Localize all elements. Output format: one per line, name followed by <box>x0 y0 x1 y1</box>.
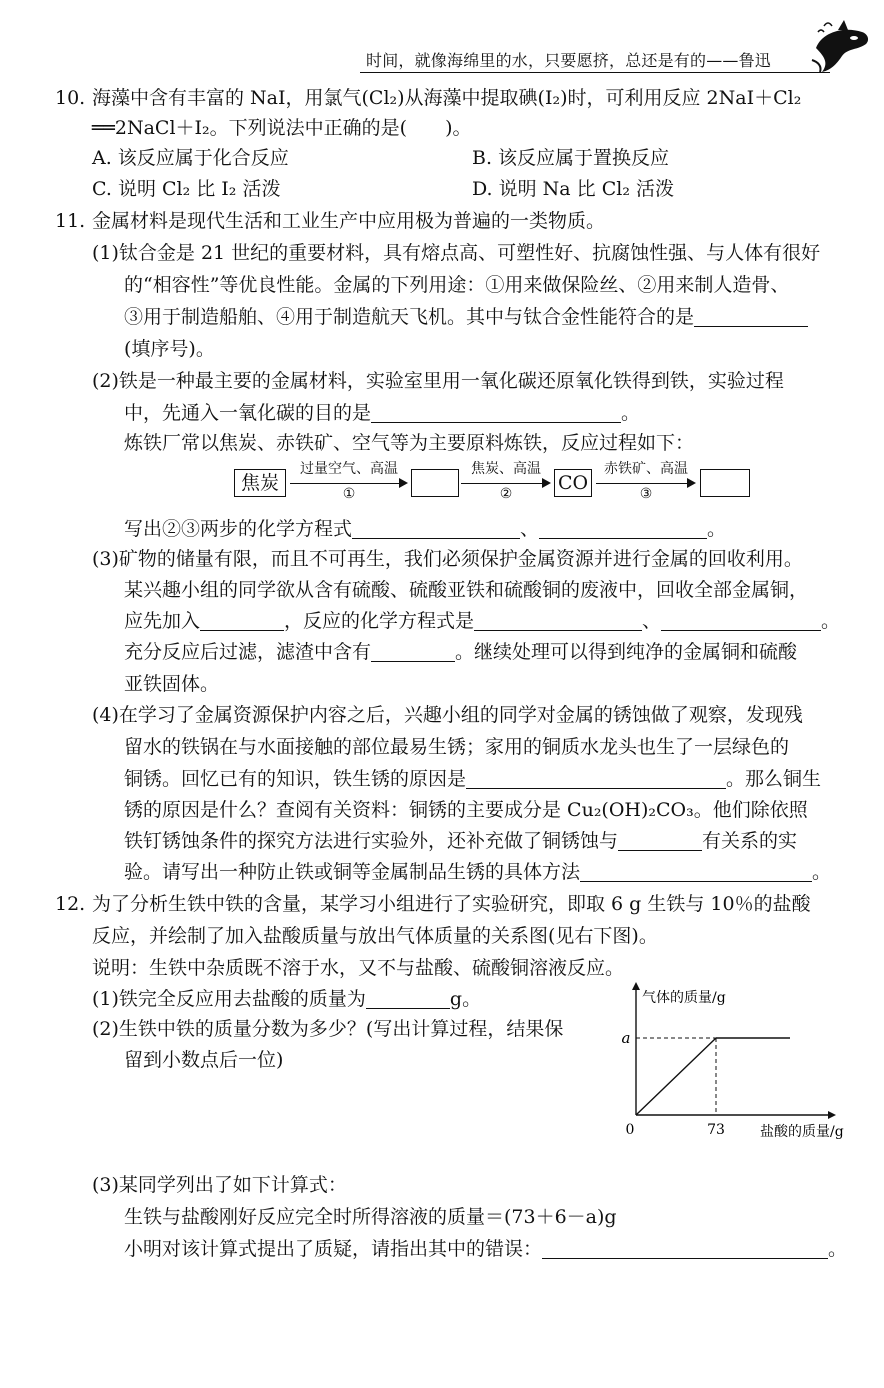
q11-p4-line3: 铜锈。回忆已有的知识，铁生锈的原因是 。那么铜生 <box>124 768 822 790</box>
answer-blank[interactable] <box>352 518 520 539</box>
q12-line1: 为了分析生铁中铁的含量，某学习小组进行了实验研究，即取 6 g 生铁与 10％的盐酸 <box>92 893 811 915</box>
flow-arrow-2 <box>461 483 549 484</box>
q12-p2-line2: 留到小数点后一位) <box>124 1049 284 1071</box>
q11-p1-line3: ③用于制造船舶、④用于制造航天飞机。其中与钛合金性能符合的是 <box>124 302 808 332</box>
q11-p4-line5: 铁钉锈蚀条件的探究方法进行实验外，还补充做了铜锈蚀与 有关系的实 <box>124 830 798 852</box>
q11-p3-line5: 亚铁固体。 <box>124 673 220 695</box>
q11-p4-line1: (4)在学习了金属资源保护内容之后，兴趣小组的同学对金属的锈蚀做了观察，发现残 <box>92 704 803 726</box>
q12-line2: 反应，并绘制了加入盐酸质量与放出气体质量的关系图(见右下图)。 <box>92 925 658 947</box>
gas-mass-chart <box>610 980 874 1150</box>
q12-p3-line2: 生铁与盐酸刚好反应完全时所得溶液的质量＝(73＋6－a)g <box>124 1206 617 1228</box>
flow-co-box: CO <box>554 469 592 497</box>
series-rising-segment <box>636 1038 716 1115</box>
q10-option-d: D. 说明 Na 比 Cl₂ 活泼 <box>472 178 674 200</box>
q11-number: 11. <box>55 210 86 232</box>
q11-p2-line2: 中，先通入一氧化碳的目的是 。 <box>124 402 641 424</box>
answer-blank[interactable] <box>371 402 621 423</box>
q11-p3-line1: (3)矿物的储量有限，而且不可再生，我们必须保护金属资源并进行金属的回收利用。 <box>92 548 803 570</box>
q10-option-c: C. 说明 Cl₂ 比 I₂ 活泼 <box>92 178 281 200</box>
q10-line2: ══2NaCl＋I₂。下列说法中正确的是( )。 <box>92 117 472 139</box>
answer-blank[interactable] <box>539 518 707 539</box>
q10-number: 10. <box>55 87 86 109</box>
flow-blank-box-2[interactable] <box>700 469 750 497</box>
q12-number: 12. <box>55 893 86 915</box>
q11-p3-line3: 应先加入 ，反应的化学方程式是 、 。 <box>124 610 841 632</box>
flow-step2-label: 焦炭、高温 <box>471 461 541 477</box>
q10-option-b: B. 该反应属于置换反应 <box>472 147 670 169</box>
q11-p2-line4: 写出②③两步的化学方程式 、 。 <box>124 518 727 540</box>
q12-line3: 说明：生铁中杂质既不溶于水，又不与盐酸、硫酸铜溶液反应。 <box>92 957 625 979</box>
flow-step3-number: ③ <box>639 486 653 502</box>
q11-p1-line1: (1)钛合金是 21 世纪的重要材料，具有熔点高、可塑性好、抗腐蚀性强、与人体有很好 <box>92 242 821 264</box>
q11-p2-line3: 炼铁厂常以焦炭、赤铁矿、空气等为主要原料炼铁，反应过程如下： <box>124 432 695 454</box>
answer-blank[interactable] <box>474 610 642 631</box>
q11-p4-line2: 留水的铁锅在与水面接触的部位最易生锈；家用的铜质水龙头也生了一层绿色的 <box>124 736 790 758</box>
answer-blank[interactable] <box>661 610 821 631</box>
answer-blank[interactable] <box>371 641 455 662</box>
q12-p2-line1: (2)生铁中铁的质量分数为多少？(写出计算过程，结果保 <box>92 1018 564 1040</box>
q11-p4-line6: 验。请写出一种防止铁或铜等金属制品生锈的具体方法 。 <box>124 861 832 883</box>
flow-step3-label: 赤铁矿、高温 <box>604 461 688 477</box>
y-axis-label: 气体的质量/g <box>642 990 726 1006</box>
q11-p3-line2: 某兴趣小组的同学欲从含有硫酸、硫酸亚铁和硫酸铜的废液中，回收全部金属铜， <box>124 579 809 601</box>
answer-blank[interactable] <box>542 1238 828 1259</box>
header-rule <box>360 72 830 73</box>
flow-step2-number: ② <box>499 486 513 502</box>
x-axis-arrow <box>828 1111 836 1119</box>
q12-p1: (1)铁完全反应用去盐酸的质量为 g。 <box>92 988 482 1010</box>
q12-p3-line3: 小明对该计算式提出了质疑，请指出其中的错误： 。 <box>124 1238 848 1260</box>
flow-start-box: 焦炭 <box>234 469 286 497</box>
answer-blank[interactable] <box>694 306 808 327</box>
orca-logo <box>808 18 872 76</box>
y-axis-arrow <box>632 982 640 990</box>
q11-p1-line4: (填序号)。 <box>124 338 215 360</box>
flow-arrow-3 <box>596 483 694 484</box>
flow-blank-box-1[interactable] <box>411 469 459 497</box>
y-tick-label: a <box>621 1029 631 1047</box>
flow-step1-label: 过量空气、高温 <box>300 461 398 477</box>
q11-p4-line4: 锈的原因是什么？查阅有关资料：铜锈的主要成分是 Cu₂(OH)₂CO₃。他们除依照 <box>124 799 808 821</box>
q11-p1-line2: 的“相容性”等优良性能。金属的下列用途：①用来做保险丝、②用来制人造骨、 <box>124 274 790 296</box>
header-quote: 时间，就像海绵里的水，只要愿挤，总还是有的——鲁迅 <box>366 51 772 70</box>
q10-option-a: A. 该反应属于化合反应 <box>92 147 289 169</box>
x-axis-label: 盐酸的质量/g <box>760 1124 844 1140</box>
x-tick-label: 73 <box>707 1122 725 1138</box>
answer-blank[interactable] <box>618 830 702 851</box>
flow-arrow-1 <box>290 483 406 484</box>
q11-p2-line1: (2)铁是一种最主要的金属材料，实验室里用一氧化碳还原氧化铁得到铁，实验过程 <box>92 370 784 392</box>
origin-label: 0 <box>625 1122 635 1138</box>
answer-blank[interactable] <box>466 768 726 789</box>
q11-p3-line4: 充分反应后过滤，滤渣中含有 。继续处理可以得到纯净的金属铜和硫酸 <box>124 641 798 663</box>
q12-p3-line1: (3)某同学列出了如下计算式： <box>92 1174 347 1196</box>
answer-blank[interactable] <box>580 861 812 882</box>
flow-step1-number: ① <box>342 486 356 502</box>
answer-blank[interactable] <box>200 610 284 631</box>
q11-stem: 金属材料是现代生活和工业生产中应用极为普遍的一类物质。 <box>92 210 606 232</box>
answer-blank[interactable] <box>366 988 450 1009</box>
q10-line1: 海藻中含有丰富的 NaI，用氯气(Cl₂)从海藻中提取碘(I₂)时，可利用反应 2NaI＋Cl₂ <box>92 87 802 109</box>
